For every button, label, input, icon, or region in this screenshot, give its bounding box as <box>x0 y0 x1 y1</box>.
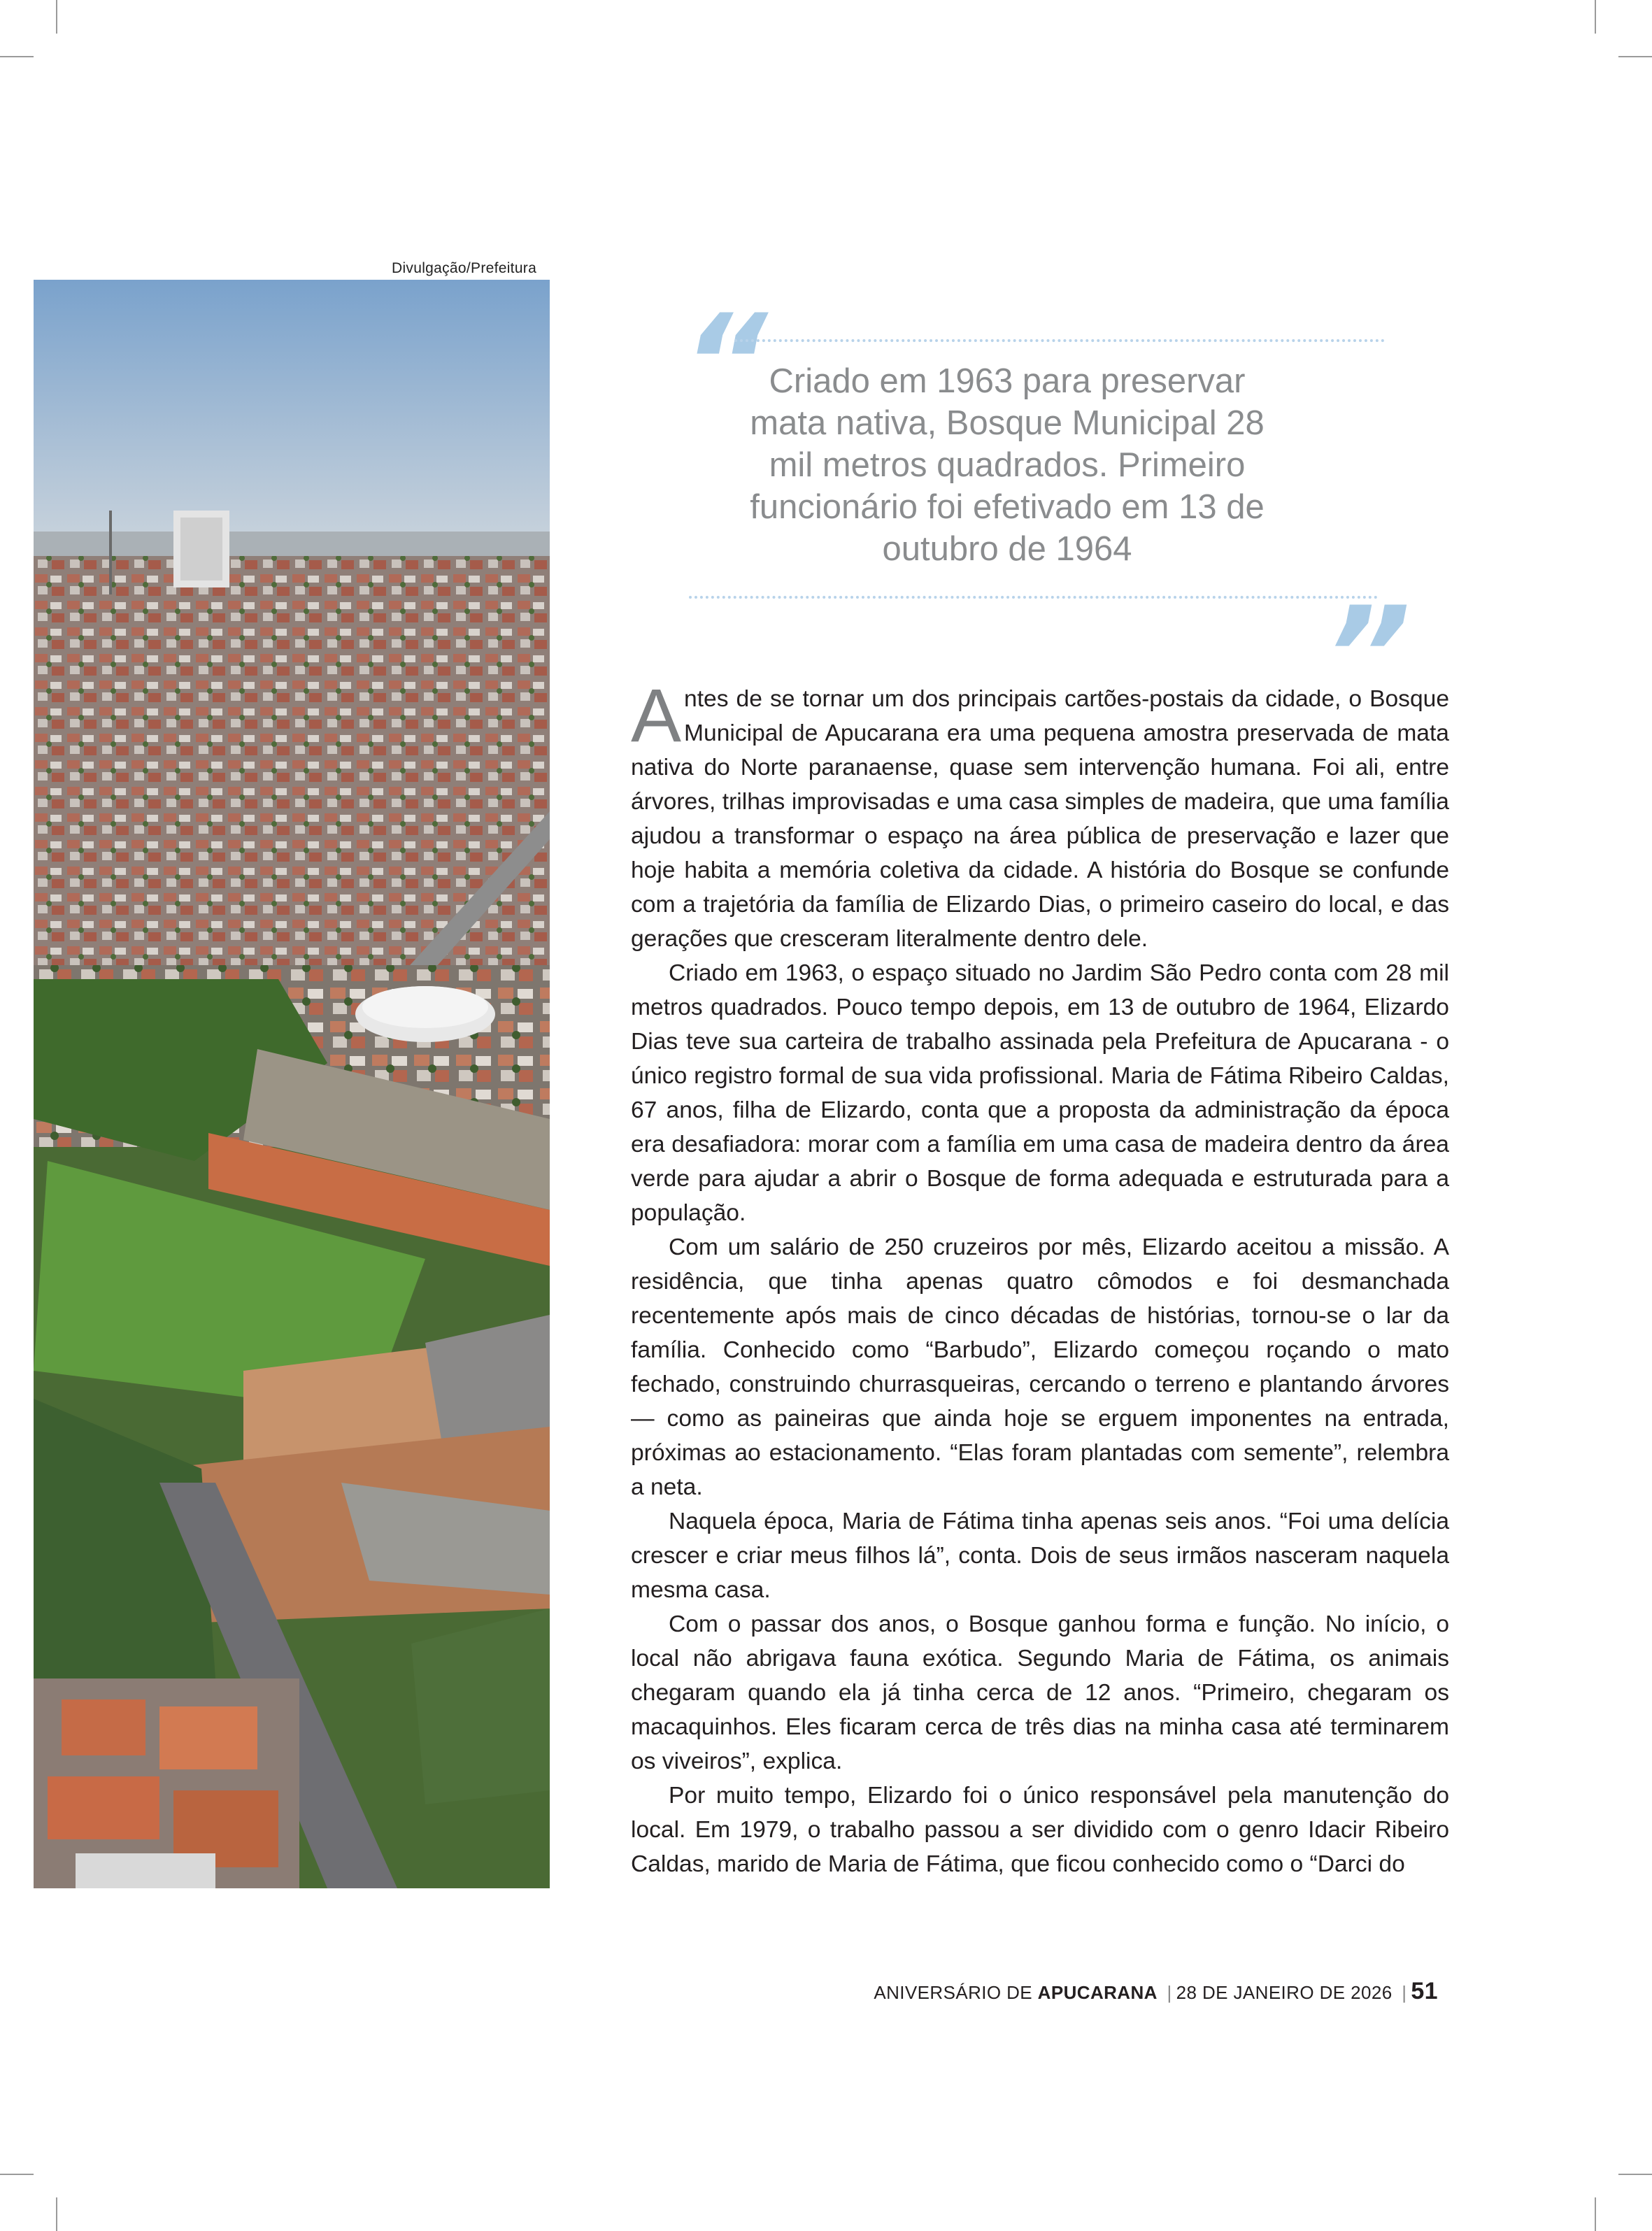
page-footer <box>769 1978 1438 2005</box>
article-paragraph <box>631 673 1449 956</box>
photo-credit: Divulgação/Prefeitura <box>392 260 537 276</box>
footer-city: APUCARANA <box>1037 1982 1158 2003</box>
open-quote-icon: “ <box>682 286 768 441</box>
page-number: 51 <box>1411 1978 1438 2004</box>
article-paragraph: Com o passar dos anos, o Bosque ganhou forma e função. No início, o local não abrigava fauna exótica. Segundo Maria de Fátima, os animais chegaram quando ela já tinha cerca de 12 anos. “Primeiro, chegaram os macaquinhos. Eles ficaram cerca de três dias na minha casa até terminarem os viveiros”, explica. <box>631 1611 1449 1774</box>
article-paragraph: Com um salário de 250 cruzeiros por mês, Elizardo aceitou a missão. A residência, que tinha apenas quatro cômodos e foi desmanchada recentemente após mais de cinco décadas de histórias, tornou-se o lar da família. Conhecido como “Barbudo”, Elizardo começou roçando o mato fechado, construindo churrasqueiras, cercando o terreno e plantando árvores — como as paineiras que ainda hoje se erguem imponentes na entrada, próximas ao estacionamento. “Elas foram plantadas com semente”, relembra a neta. <box>631 1234 1449 1500</box>
article-body <box>631 673 1449 1881</box>
crop-mark <box>1618 56 1652 57</box>
quote-divider-bottom <box>689 596 1378 599</box>
footer-label: ANIVERSÁRIO DE <box>874 1982 1033 2003</box>
article-paragraph: Por muito tempo, Elizardo foi o único responsável pela manutenção do local. Em 1979, o trabalho passou a ser dividido com o genro Idacir Ribeiro Caldas, marido de Maria de Fátima, que ficou conhecido como o “Darci do <box>631 1783 1449 1877</box>
crop-mark <box>56 0 57 34</box>
aerial-photo <box>34 280 550 1888</box>
crop-mark <box>0 56 34 57</box>
footer-separator: | <box>1167 1982 1172 2003</box>
pull-quote: Criado em 1963 para preservar mata nativa, Bosque Municipal 28 mil metros quadrados. Primeiro funcionário foi efetivado em 13 de outubro de 1964 <box>750 362 1265 568</box>
article-paragraph: Naquela época, Maria de Fátima tinha apenas seis anos. “Foi uma delícia crescer e criar meus filhos lá”, conta. Dois de seus irmãos nasceram naquela mesma casa. <box>631 1509 1449 1603</box>
crop-mark <box>1595 2197 1596 2231</box>
crop-mark <box>1618 2174 1652 2175</box>
footer-date: 28 DE JANEIRO DE 2026 <box>1176 1982 1393 2003</box>
article-paragraph-text: ntes de se tornar um dos principais cartões-postais da cidade, o Bosque Municipal de Apucarana era uma pequena amostra preservada de mata nativa do Norte paranaense, quase sem intervenção humana. Foi ali, entre árvores, trilhas improvisadas e uma casa simples de madeira, que uma família ajudou a transformar o espaço na área pública de preservação e lazer que hoje habita a memória coletiva da cidade. A história do Bosque se confunde com a trajetória da família de Elizardo Dias, o primeiro caseiro do local, e das gerações que cresceram literalmente dentro dele. <box>631 686 1449 952</box>
crop-mark <box>0 2174 34 2175</box>
crop-mark <box>1595 0 1596 34</box>
drop-cap: A <box>631 673 682 757</box>
quote-divider-top <box>734 339 1385 342</box>
crop-mark <box>56 2197 57 2231</box>
footer-separator: | <box>1402 1982 1407 2003</box>
close-quote-icon: ” <box>1325 578 1411 733</box>
article-paragraph: Criado em 1963, o espaço situado no Jardim São Pedro conta com 28 mil metros quadrados. Pouco tempo depois, em 13 de outubro de 1964, Elizardo Dias teve sua carteira de trabalho assinada pela Prefeitura de Apucarana - o único registro formal de sua vida profissional. Maria de Fátima Ribeiro Caldas, 67 anos, filha de Elizardo, conta que a proposta da administração da época era desafiadora: morar com a família em uma casa de madeira dentro da área verde para ajudar a abrir o Bosque de forma adequada e estruturada para a população. <box>631 960 1449 1226</box>
